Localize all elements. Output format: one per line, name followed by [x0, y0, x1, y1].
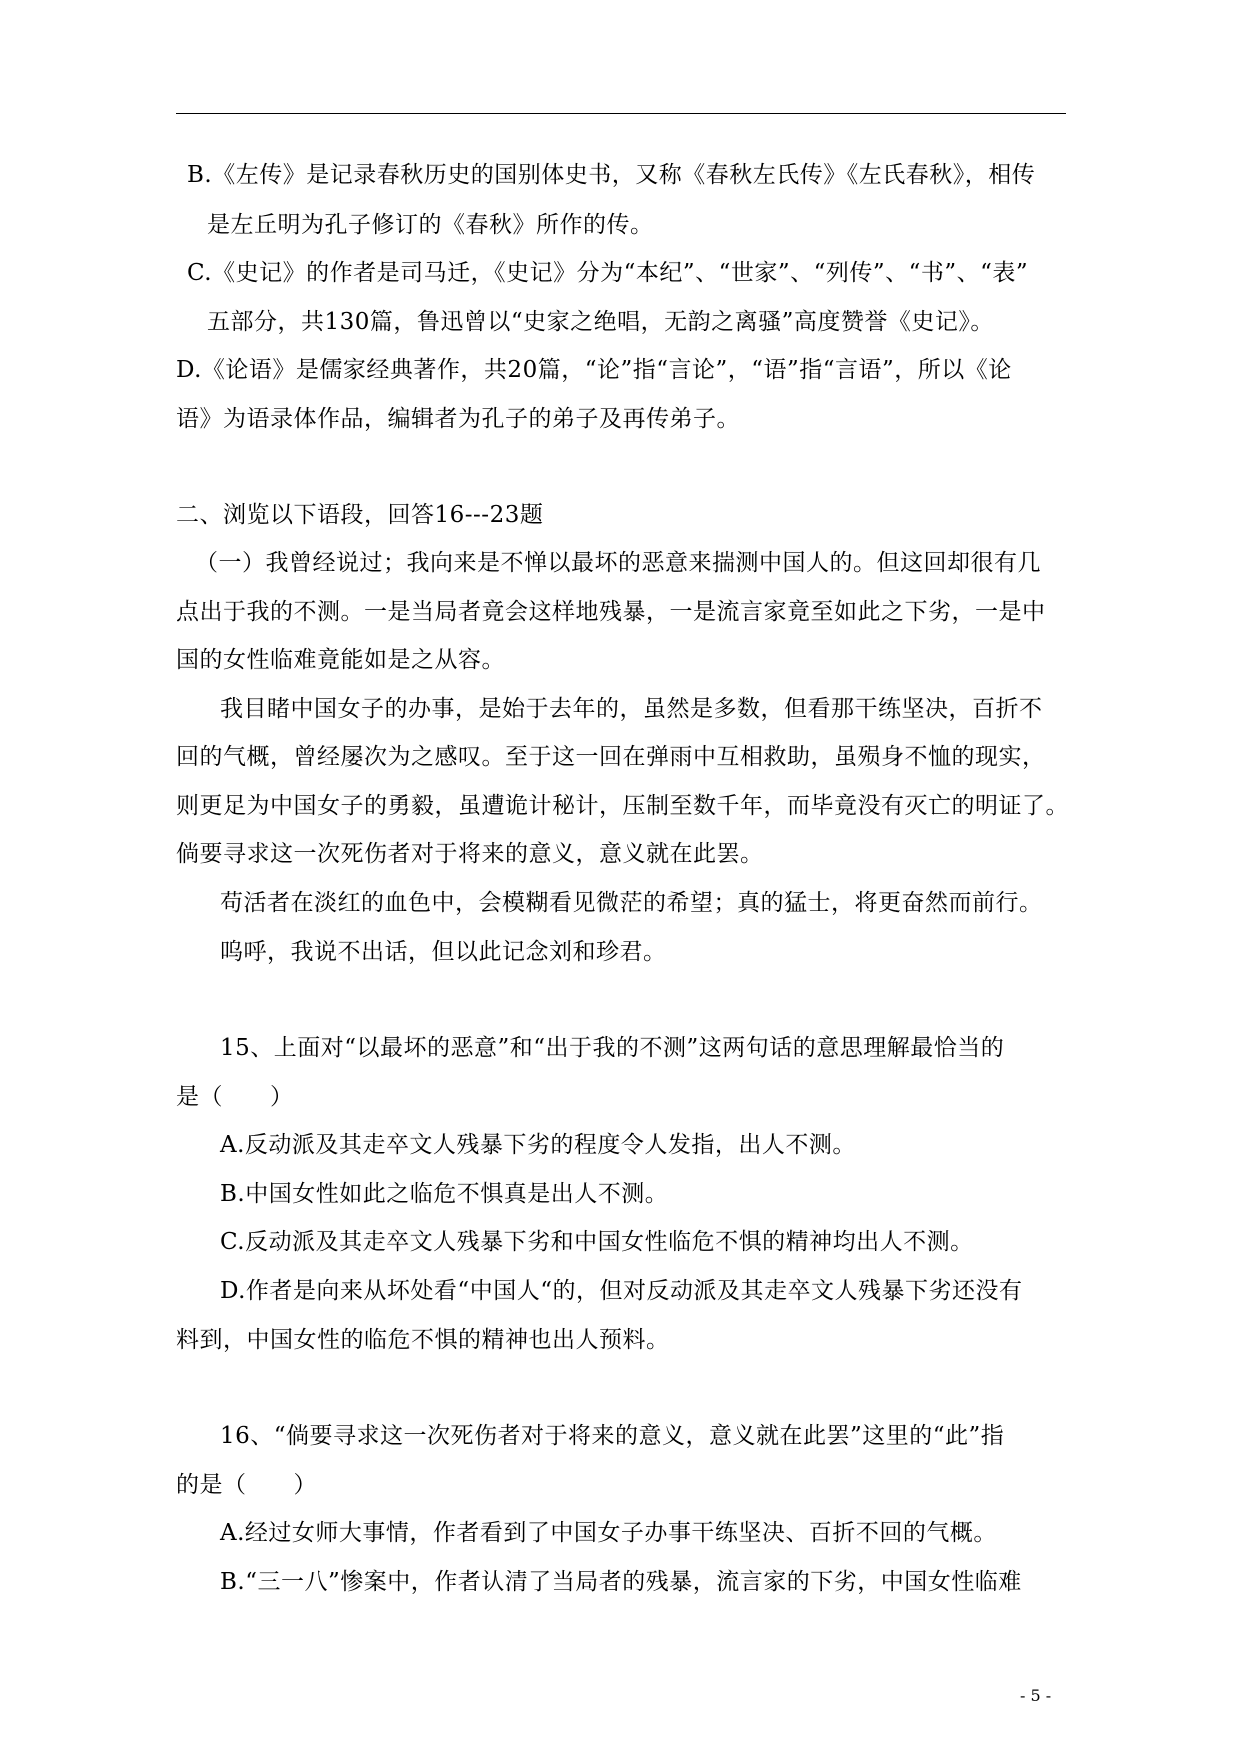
question-15-stem: 是（ ）: [176, 1084, 294, 1110]
question-15-stem: 15、上面对“以最坏的恶意”和“出于我的不测”这两句话的意思理解最恰当的: [220, 1035, 1005, 1061]
text-line: C.《史记》的作者是司马迁，《史记》分为“本纪”、“世家”、“列传”、“书”、“表”: [187, 260, 1029, 286]
text-line: 苟活者在淡红的血色中，会模糊看见微茫的希望；真的猛士，将更奋然而前行。: [220, 890, 1043, 916]
header-rule: [176, 113, 1066, 114]
text-line: 五部分，共130篇，鲁迅曾以“史家之绝唱，无韵之离骚”高度赞誉《史记》。: [207, 309, 994, 335]
option-d: 料到，中国女性的临危不惧的精神也出人预料。: [176, 1327, 670, 1353]
question-16-stem: 16、“倘要寻求这一次死伤者对于将来的意义，意义就在此罢”这里的“此”指: [220, 1423, 1005, 1449]
text-line: 回的气概，曾经屡次为之感叹。至于这一回在弹雨中互相救助，虽殒身不恤的现实，: [176, 744, 1046, 770]
option-a: A.反动派及其走卒文人残暴下劣的程度令人发指，出人不测。: [220, 1132, 856, 1158]
option-b: B.中国女性如此之临危不惧真是出人不测。: [220, 1181, 669, 1207]
option-a: A.经过女师大事情，作者看到了中国女子办事干练坚决、百折不回的气概。: [220, 1520, 997, 1546]
text-line: B.《左传》是记录春秋历史的国别体史书，又称《春秋左氏传》《左氏春秋》，相传: [187, 162, 1036, 188]
text-line: 则更足为中国女子的勇毅，虽遭诡计秘计，压制至数千年，而毕竟没有灭亡的明证了。: [176, 793, 1069, 819]
option-b: B.“三一八”惨案中，作者认清了当局者的残暴，流言家的下劣，中国女性临难: [220, 1569, 1022, 1595]
question-16-stem: 的是（ ）: [176, 1472, 317, 1498]
text-line: （一）我曾经说过；我向来是不惮以最坏的恶意来揣测中国人的。但这回却很有几: [195, 550, 1041, 576]
text-line: 点出于我的不测。一是当局者竟会这样地残暴，一是流言家竟至如此之下劣，一是中: [176, 599, 1046, 625]
text-line: 是左丘明为孔子修订的《春秋》所作的传。: [207, 212, 654, 238]
text-line: 语》为语录体作品，编辑者为孔子的弟子及再传弟子。: [176, 406, 740, 432]
section-heading: 二、浏览以下语段，回答16---23题: [176, 502, 544, 528]
text-line: D.《论语》是儒家经典著作，共20篇，“论”指“言论”，“语”指“言语”，所以《论: [176, 357, 1012, 383]
option-c: C.反动派及其走卒文人残暴下劣和中国女性临危不惧的精神均出人不测。: [220, 1229, 974, 1255]
text-line: 呜呼，我说不出话，但以此记念刘和珍君。: [220, 939, 667, 965]
option-d: D.作者是向来从坏处看“中国人“的，但对反动派及其走卒文人残暴下劣还没有: [220, 1278, 1023, 1304]
text-line: 我目睹中国女子的办事，是始于去年的，虽然是多数，但看那干练坚决，百折不: [220, 696, 1043, 722]
text-line: 倘要寻求这一次死伤者对于将来的意义，意义就在此罢。: [176, 841, 764, 867]
page-number: - 5 -: [1020, 1686, 1052, 1705]
text-line: 国的女性临难竟能如是之从容。: [176, 647, 505, 673]
